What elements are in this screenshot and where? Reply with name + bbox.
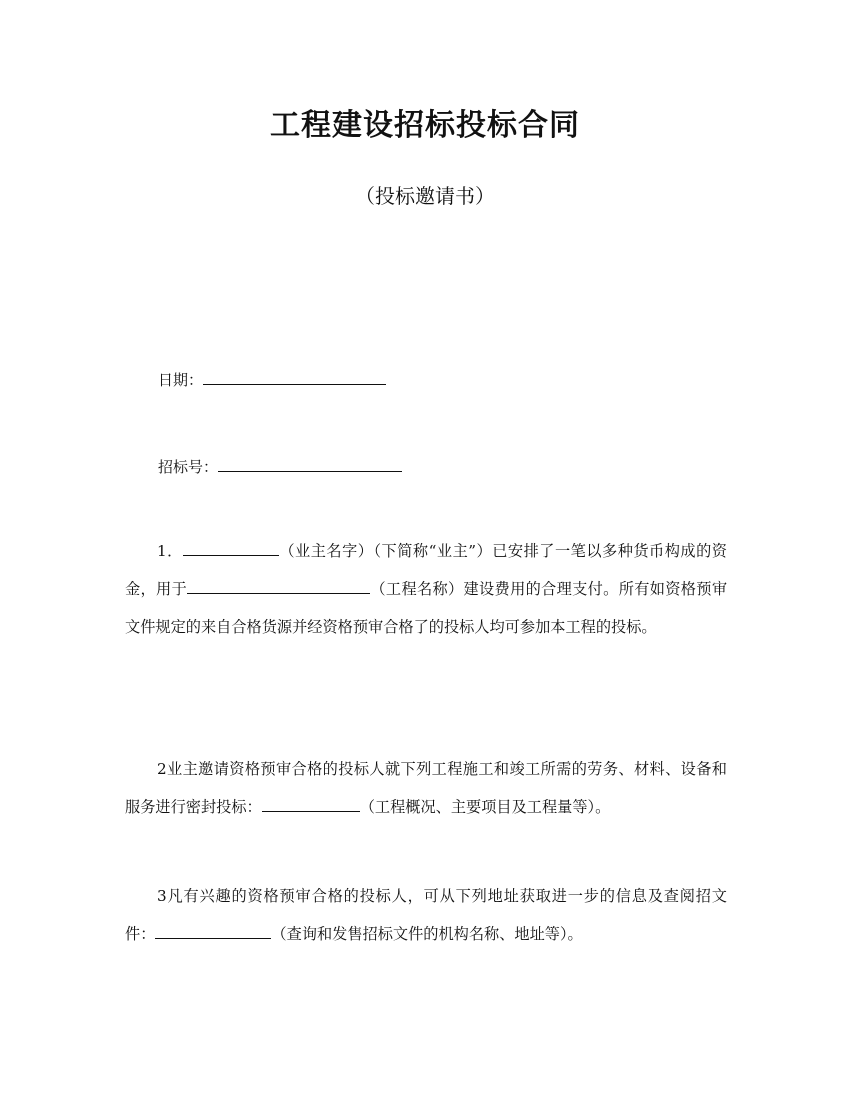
document-subtitle: （投标邀请书） <box>355 184 495 208</box>
bid-number-blank[interactable] <box>218 455 402 472</box>
agency-info-blank[interactable] <box>155 922 271 939</box>
date-label: 日期： <box>158 371 204 389</box>
paragraph-2-text-a: 2业主邀请资格预审合格的投标人就下列工程施工和竣工所需的劳务、材料、设备和服务进行密封投标： <box>125 760 727 816</box>
date-blank[interactable] <box>203 368 386 385</box>
project-overview-blank[interactable] <box>262 795 360 812</box>
paragraph-1 <box>125 532 727 646</box>
document-title: 工程建设招标投标合同 <box>270 108 580 143</box>
date-field <box>158 368 386 390</box>
bid-number-field <box>158 455 402 477</box>
project-name-blank[interactable] <box>187 577 370 594</box>
paragraph-3-text-a: 3凡有兴趣的资格预审合格的投标人，可从下列地址获取进一步的信息及查阅招文件： <box>125 887 727 943</box>
paragraph-2-text-b: （工程概况、主要项目及工程量等）。 <box>359 798 611 816</box>
paragraph-1-text-a: （业主名字）（下简称“业主”）已安排了一笔以多种货币构成的资金，用于 <box>125 542 727 598</box>
paragraph-1-number: 1． <box>157 542 183 560</box>
paragraph-3 <box>125 877 727 953</box>
paragraph-3-text-b: （查询和发售招标文件的机构名称、地址等）。 <box>271 925 583 943</box>
paragraph-1-text-b: （工程名称）建设费用的合理支付。所有如资格预审文件规定的来自合格货源并经资格预审合格了的投标人均可参加本工程的投标。 <box>125 580 728 636</box>
paragraph-2 <box>125 750 727 826</box>
bid-number-label: 招标号： <box>158 458 219 476</box>
owner-name-blank[interactable] <box>183 539 279 556</box>
